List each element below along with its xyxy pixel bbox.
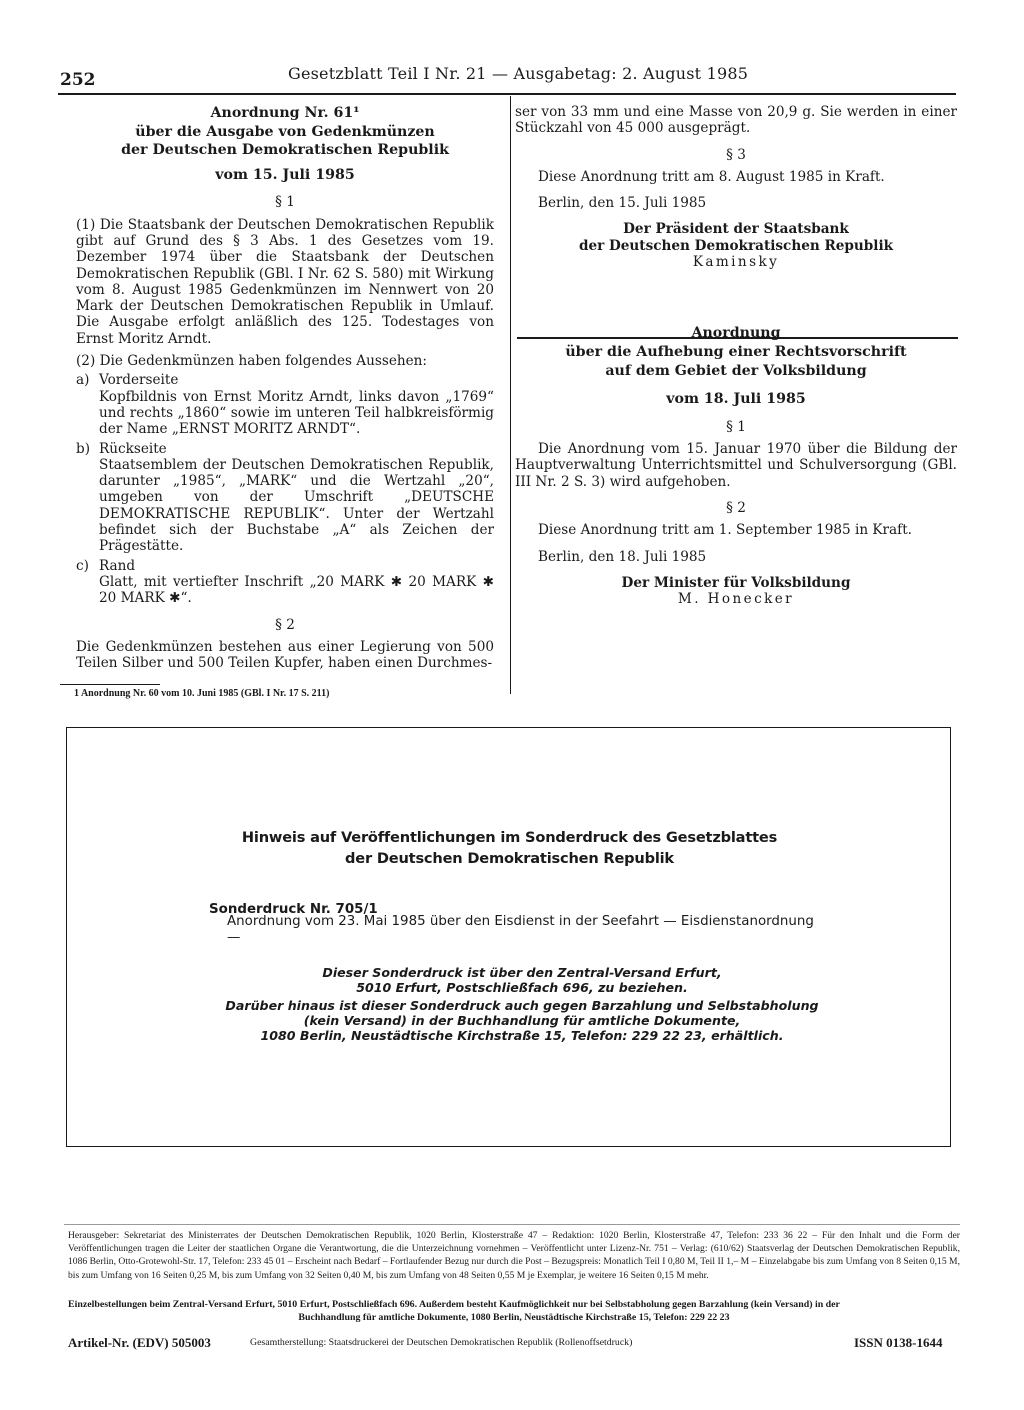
paragraph: Diese Anordnung tritt am 8. August 1985 in Kraft. <box>538 168 885 185</box>
list-item-text: Staatsemblem der Deutschen Demokratischen Republik, darunter „1985“, „MARK“ und die Wertzahl „20“, umgeben von der Umschrift „DEUTSCHE DEMOKRATISCHE REPUBLIK“. Unter der Wertzahl befindet sich der Buchstabe „A“ als Zeichen der Prägestätte. <box>99 456 494 555</box>
list-item <box>76 441 494 457</box>
notice-box <box>66 727 951 1147</box>
paragraph: Diese Anordnung tritt am 1. September 1985 in Kraft. <box>538 522 912 539</box>
signer-name: Kaminsky <box>692 254 780 271</box>
section-heading: § 2 <box>275 616 295 633</box>
section-heading: § 1 <box>726 418 746 435</box>
list-item-text: Glatt, mit vertiefter Inschrift „20 MARK ✱ 20 MARK ✱ 20 MARK ✱“. <box>99 573 494 607</box>
title-line: über die Aufhebung einer Rechtsvorschrift <box>565 343 907 360</box>
order-note <box>227 966 817 996</box>
imprint-rule <box>64 1224 960 1225</box>
section-heading: § 1 <box>275 194 295 211</box>
signer-title: Der Minister für Volksbildung <box>621 574 851 591</box>
note-line: 1080 Berlin, Neustädtische Kirchstraße 15, Telefon: 229 22 23, erhältlich. <box>260 1027 784 1043</box>
article-number: Artikel-Nr. (EDV) 505003 <box>68 1335 211 1350</box>
right-column <box>515 104 957 607</box>
place-date: Berlin, den 18. Juli 1985 <box>538 548 707 565</box>
title-line: Anordnung <box>691 325 781 342</box>
sonderdruck-label: Sonderdruck Nr. 705/1 <box>209 902 378 917</box>
title-line: über die Ausgabe von Gedenkmünzen <box>135 123 435 140</box>
list-item <box>76 372 494 388</box>
title-line: Anordnung Nr. 61¹ <box>210 105 360 121</box>
paragraph: (1) Die Staatsbank der Deutschen Demokratischen Republik gibt auf Grund des § 3 Abs. 1 des Gesetzes vom 19. Dezember 1974 über die Staatsbank der Deutschen Demokratischen Republik (GBl. I Nr. 62 S. 580) mit Wirkung vom 8. August 1985 Gedenkmünzen im Nennwert von 20 Mark der Deutschen Demokratischen Republik in Umlauf. Die Ausgabe erfolgt anläßlich des 125. Todestages von Ernst Moritz Arndt. <box>76 216 494 347</box>
ordinance-title <box>76 104 494 160</box>
list-item-title: Rückseite <box>99 440 167 457</box>
signer-name: M. Honecker <box>677 591 795 608</box>
paragraph: (2) Die Gedenkmünzen haben folgendes Aussehen: <box>76 353 428 370</box>
ordinance-title <box>515 324 957 380</box>
sonderdruck-text: Anordnung vom 23. Mai 1985 über den Eisdienst in der Seefahrt — Eisdienstanordnung — <box>227 914 814 946</box>
page-number: 252 <box>60 70 96 90</box>
note-line: (kein Versand) in der Buchhandlung für amtliche Dokumente, <box>303 1012 741 1028</box>
running-header: Gesetzblatt Teil I Nr. 21 — Ausgabetag: 2. August 1985 <box>288 64 749 83</box>
list-item-label: a) <box>76 372 90 389</box>
footnote-rule <box>60 684 160 685</box>
column-divider <box>510 96 511 694</box>
signer-title <box>515 221 957 254</box>
note-line: 5010 Erfurt, Postschließfach 696, zu beziehen. <box>356 979 688 995</box>
section-heading: § 2 <box>726 499 746 516</box>
place-date: Berlin, den 15. Juli 1985 <box>538 195 707 212</box>
ordinance-date: vom 18. Juli 1985 <box>666 391 806 408</box>
issn: ISSN 0138-1644 <box>854 1335 943 1350</box>
note-line: Dieser Sonderdruck ist über den Zentral-Versand Erfurt, <box>322 965 722 980</box>
signer-line: Der Präsident der Staatsbank <box>623 221 849 238</box>
left-column <box>76 104 494 671</box>
list-item-label: c) <box>76 557 89 574</box>
list-item-title: Vorderseite <box>99 372 179 389</box>
imprint-text: Herausgeber: Sekretariat des Ministerrates der Deutschen Demokratischen Republik, 1020 Berlin, Klosterstraße 47 – Redaktion: 1020 Berlin, Klosterstraße 47, Telefon: 233 36 22 – Für den Inhalt und die Form der Veröffentlichungen tragen die Leiter der staatlichen Organe die Verantwortung, die die Unterzeichnung vornehmen – Veröffentlicht unter Lizenz-Nr. 751 – Verlag: (610/62) Staatsverlag der Deutschen Demokratischen Republik, 1086 Berlin, Otto-Grotewohl-Str. 17, Telefon: 233 45 01 – Erscheint nach Bedarf – Fortlaufender Bezug nur durch die Post – Bezugspreis: Monatlich Teil I 0,80 M, Teil II 1,– M – Einzelabgabe bis zum Umfang von 8 Seiten 0,15 M, bis zum Umfang von 16 Seiten 0,25 M, bis zum Umfang von 32 Seiten 0,40 M, bis zum Umfang von 48 Seiten 0,55 M je Exemplar, je weitere 16 Seiten 0,15 M mehr. <box>68 1230 960 1281</box>
notice-title-line: Hinweis auf Veröffentlichungen im Sonderdruck des Gesetzblattes <box>241 829 778 846</box>
order-info <box>68 1298 960 1324</box>
notice-title-line: der Deutschen Demokratischen Republik <box>345 850 674 867</box>
title-line: auf dem Gebiet der Volksbildung <box>605 362 867 379</box>
paragraph: Die Gedenkmünzen bestehen aus einer Legierung von 500 Teilen Silber und 500 Teilen Kupfer, haben einen Durchmes- <box>76 638 494 672</box>
section-heading: § 3 <box>726 146 746 163</box>
signer-line: der Deutschen Demokratischen Republik <box>578 237 894 254</box>
order-line: Buchhandlung für amtliche Dokumente, 1080 Berlin, Neustädtische Kirchstraße 15, Telefon: 229 22 23 <box>298 1312 730 1324</box>
list-item <box>76 558 494 574</box>
order-line: Einzelbestellungen beim Zentral-Versand Erfurt, 5010 Erfurt, Postschließfach 696. Außerdem besteht Kaufmöglichkeit nur bei Selbstabholung gegen Barzahlung (kein Versand) in der <box>68 1299 840 1310</box>
notice-title <box>67 827 952 869</box>
pickup-note <box>212 999 832 1043</box>
note-line: Darüber hinaus ist dieser Sonderdruck auch gegen Barzahlung und Selbstabholung <box>225 998 819 1013</box>
list-item-title: Rand <box>99 557 136 574</box>
footnote: 1 Anordnung Nr. 60 vom 10. Juni 1985 (GBl. I Nr. 17 S. 211) <box>74 688 330 699</box>
printer-info: Gesamtherstellung: Staatsdruckerei der Deutschen Demokratischen Republik (Rollenoffsetdruck) <box>250 1337 633 1348</box>
header-rule <box>58 93 956 95</box>
ordinance-date: vom 15. Juli 1985 <box>215 166 355 183</box>
title-line: der Deutschen Demokratischen Republik <box>121 142 449 159</box>
paragraph: Die Anordnung vom 15. Januar 1970 über die Bildung der Hauptverwaltung Unterrichtsmittel und Schulversorgung (GBl. III Nr. 2 S. 3) wird aufgehoben. <box>515 441 957 490</box>
list-item-text: Kopfbildnis von Ernst Moritz Arndt, links davon „1769“ und rechts „1860“ sowie im unteren Teil halbkreisförmig der Name „ERNST MORITZ ARNDT“. <box>99 388 494 438</box>
paragraph: ser von 33 mm und eine Masse von 20,9 g. Sie werden in einer Stückzahl von 45 000 ausgeprägt. <box>515 104 957 137</box>
list-item-label: b) <box>76 440 91 457</box>
